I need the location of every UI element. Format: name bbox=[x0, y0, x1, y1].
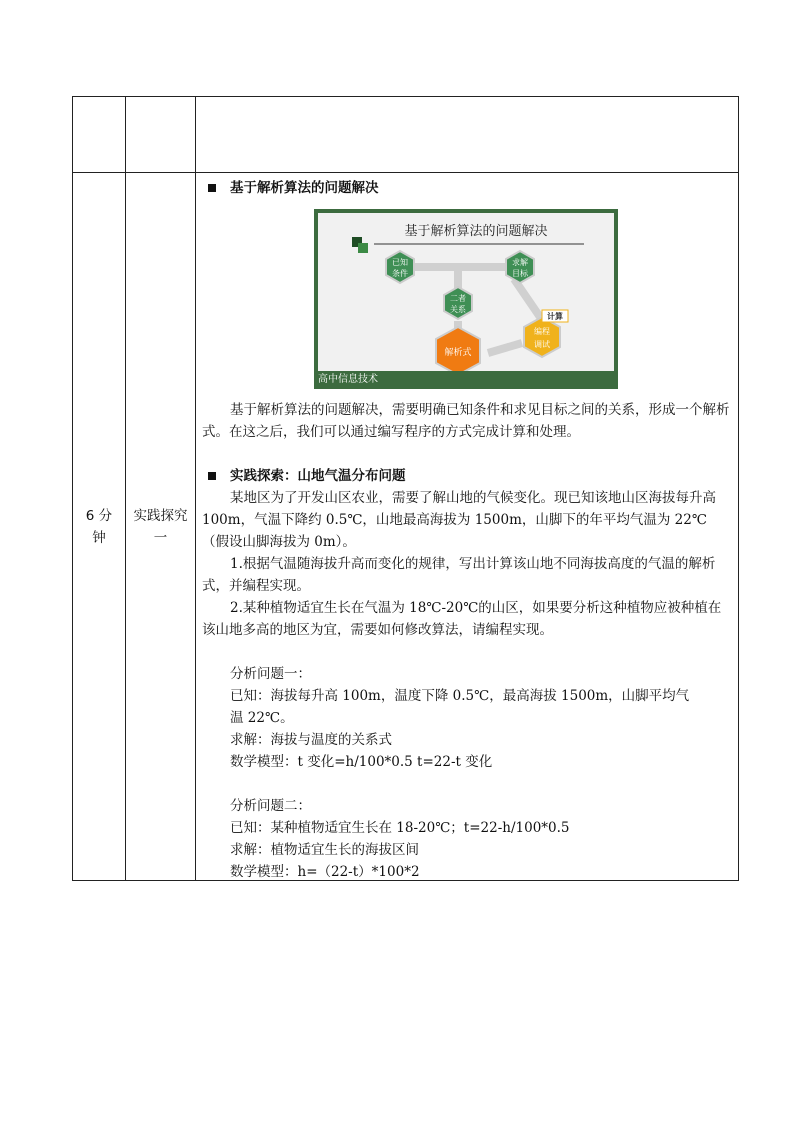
paragraph: 某地区为了开发山区农业，需要了解山地的气候变化。现已知该地山区海拔每升高 100m，气温下降约 0.5℃，山地最高海拔为 1500m，山脚下的年平均气温为 22℃（假设山脚海拔为 0m）。 bbox=[202, 490, 716, 550]
slide-title: 基于解析算法的问题解决 bbox=[404, 224, 548, 239]
slide-image bbox=[314, 209, 618, 389]
analysis-known: 已知：海拔每升高 100m，温度下降 0.5℃，最高海拔 1500m，山脚平均气温 22℃。 bbox=[230, 688, 690, 726]
time-cell bbox=[73, 97, 126, 172]
activity-value: 实践探究一 bbox=[133, 507, 188, 546]
relation-node bbox=[444, 287, 472, 319]
node-label: 求解 bbox=[512, 258, 528, 267]
node-label: 已知 bbox=[392, 258, 408, 267]
task-item: 1.根据气温随海拔升高而变化的规律，写出计算该山地不同海拔高度的气温的解析式，并编程实现。 bbox=[202, 556, 716, 594]
analysis-title: 分析问题二： bbox=[230, 798, 311, 814]
time-cell bbox=[73, 173, 126, 880]
task-item: 2.某种植物适宜生长在气温为 18℃-20℃的山区，如果要分析这种植物应被种植在该山地多高的地区为宜，需要如何修改算法，请编程实现。 bbox=[202, 600, 722, 638]
logo-square-icon bbox=[358, 243, 368, 253]
analysis-model: 数学模型：t 变化=h/100*0.5 t=22-t 变化 bbox=[230, 754, 493, 770]
calc-label: 计算 bbox=[547, 312, 563, 321]
section-heading bbox=[208, 465, 732, 487]
node-label: 二者 bbox=[450, 294, 466, 303]
section-title: 基于解析算法的问题解决 bbox=[230, 179, 379, 196]
table-row bbox=[73, 97, 738, 173]
analysis-goal: 求解：植物适宜生长的海拔区间 bbox=[230, 842, 419, 858]
content-cell bbox=[196, 173, 738, 880]
node-label: 条件 bbox=[392, 269, 408, 278]
analysis-known: 已知：某种植物适宜生长在 18-20℃；t=22-h/100*0.5 bbox=[230, 820, 570, 836]
activity-cell bbox=[126, 97, 196, 172]
analysis-model: 数学模型：h=（22-t）*100*2 bbox=[230, 864, 420, 880]
square-bullet-icon bbox=[208, 184, 216, 192]
flow-diagram bbox=[318, 213, 614, 371]
goal-node bbox=[506, 251, 534, 283]
analysis-goal: 求解：海拔与温度的关系式 bbox=[230, 732, 392, 748]
activity-cell bbox=[126, 173, 196, 880]
node-label: 关系 bbox=[450, 305, 466, 314]
content-cell bbox=[196, 97, 738, 172]
section-title: 实践探索：山地气温分布问题 bbox=[230, 467, 406, 484]
node-label: 目标 bbox=[512, 269, 528, 278]
section-heading bbox=[208, 177, 732, 199]
time-value: 6 分钟 bbox=[85, 507, 113, 546]
paragraph: 基于解析算法的问题解决，需要明确已知条件和求见目标之间的关系，形成一个解析式。在这之后，我们可以通过编写程序的方式完成计算和处理。 bbox=[202, 402, 730, 440]
known-node bbox=[386, 251, 414, 283]
node-label: 调试 bbox=[534, 340, 550, 349]
table-row bbox=[73, 173, 738, 880]
lesson-plan-table bbox=[72, 96, 739, 881]
program-node bbox=[524, 317, 560, 357]
square-bullet-icon bbox=[208, 472, 216, 480]
node-label: 解析式 bbox=[444, 348, 472, 358]
analysis-title: 分析问题一： bbox=[230, 666, 311, 682]
node-label: 编程 bbox=[534, 327, 550, 336]
slide-footer: 高中信息技术 bbox=[318, 374, 378, 385]
